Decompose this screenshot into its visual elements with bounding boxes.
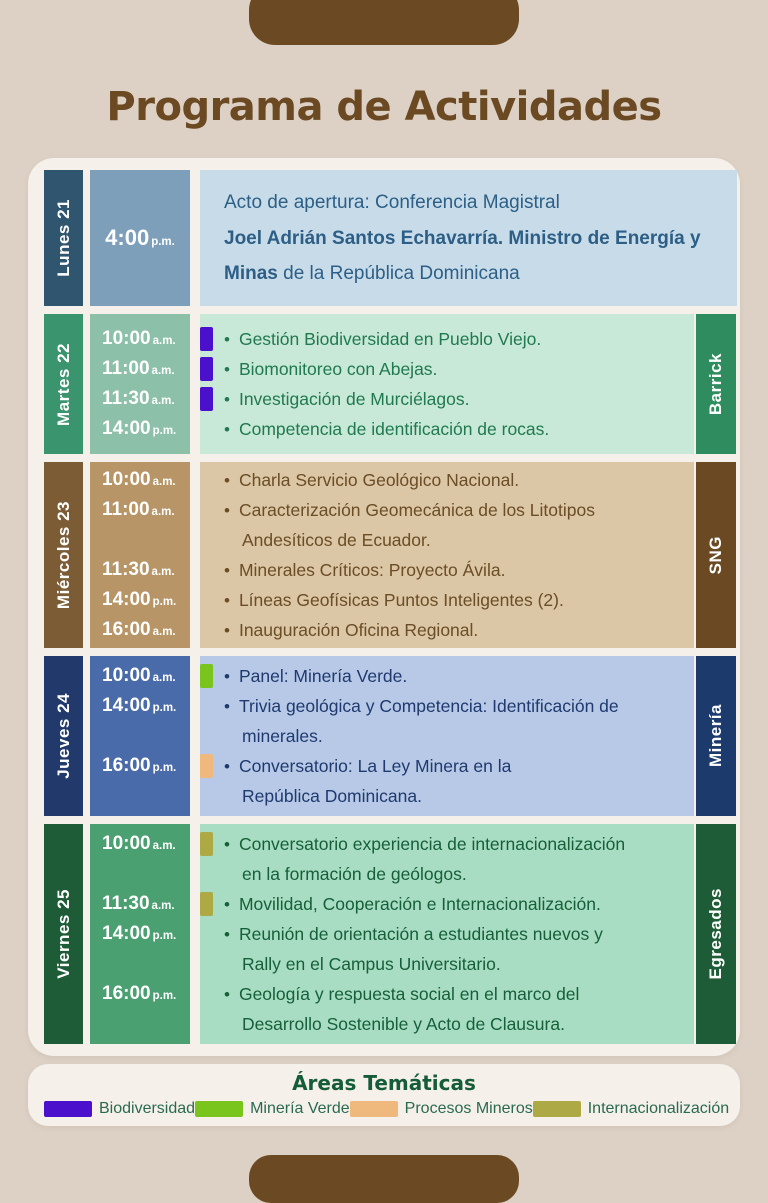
legend-item-biodiversidad: Biodiversidad: [44, 1100, 195, 1118]
schedule-row-viernes: [44, 824, 736, 1044]
org-label-mineria: Minería: [696, 656, 736, 816]
activity-item: • Investigación de Murciélagos.: [224, 384, 686, 414]
area-tag-mineria-verde: [200, 664, 213, 688]
area-tag-procesos-mineros: [200, 754, 213, 778]
legend-title: Áreas Temáticas: [292, 1071, 476, 1095]
activity-text: Joel Adrián Santos Echavarría. Ministro de Energía y Minas de la República Dominicana: [224, 228, 701, 284]
bullet-icon: •: [224, 757, 230, 776]
bullet-icon: •: [224, 420, 230, 439]
area-tag-biodiversidad: [200, 327, 213, 351]
bullet-icon: •: [224, 895, 230, 914]
bullet-icon: •: [224, 390, 230, 409]
activity-item: • Líneas Geofísicas Puntos Inteligentes (2).: [224, 585, 686, 615]
bullet-icon: •: [224, 501, 230, 520]
org-label-sng: SNG: [696, 462, 736, 648]
schedule-row-martes: [44, 314, 736, 454]
time-gap: [102, 525, 190, 555]
content-panel-lunes: [200, 170, 737, 306]
page-title: Programa de Actividades: [106, 84, 662, 130]
bullet-icon: •: [224, 591, 230, 610]
time-gap: [102, 949, 190, 979]
time-entry: 16:00 a.m.: [102, 619, 176, 640]
time-entry: 10:00 a.m.: [102, 833, 176, 854]
activity-item: • Caracterización Geomecánica de los Litotipos: [224, 495, 686, 525]
legend-swatch-internacionalizacion: [533, 1101, 581, 1117]
org-label-egresados: Egresados: [696, 824, 736, 1044]
activity-text: Acto de apertura: Conferencia Magistral: [224, 192, 560, 213]
time-entry: 4:00 p.m.: [105, 225, 175, 250]
bullet-icon: •: [224, 561, 230, 580]
activity-item-continuation: Andesíticos de Ecuador.: [242, 530, 431, 550]
day-label-lunes: [44, 170, 83, 306]
time-column-martes: [90, 314, 190, 454]
time-entry: 14:00 p.m.: [102, 418, 177, 439]
bullet-icon: •: [224, 667, 230, 686]
activity-item: • Competencia de identificación de rocas.: [224, 414, 686, 444]
time-entry: 14:00 p.m.: [102, 695, 177, 716]
content-panel-jueves: [200, 656, 694, 816]
content-panel-viernes: [200, 824, 694, 1044]
activity-item: • Geología y respuesta social en el marco del: [224, 979, 686, 1009]
activity-item: • Conversatorio: La Ley Minera en la: [224, 751, 686, 781]
time-entry: 10:00 a.m.: [102, 328, 176, 349]
area-tag-internacionalizacion: [200, 832, 213, 856]
legend-swatch-procesos-mineros: [350, 1101, 398, 1117]
activity-item: • Conversatorio experiencia de internacionalización: [224, 829, 686, 859]
bullet-icon: •: [224, 835, 230, 854]
activity-item: • Gestión Biodiversidad en Pueblo Viejo.: [224, 324, 686, 354]
time-column-viernes: [90, 824, 190, 1044]
area-tag-biodiversidad: [200, 387, 213, 411]
bullet-icon: •: [224, 985, 230, 1004]
content-panel-miercoles: [200, 462, 694, 648]
legend-item-internacionalizacion: Internacionalización: [533, 1100, 729, 1118]
time-entry: 14:00 p.m.: [102, 589, 177, 610]
bullet-icon: •: [224, 360, 230, 379]
time-gap: [102, 1009, 190, 1039]
time-entry: 11:00 a.m.: [102, 358, 175, 379]
area-tag-internacionalizacion: [200, 892, 213, 916]
legend-swatch-mineria-verde: [195, 1101, 243, 1117]
day-label-jueves: Jueves 24: [44, 656, 83, 816]
speaker-name: Joel Adrián Santos Echavarría. Ministro de Energía y Minas: [224, 228, 701, 284]
activity-item-continuation: minerales.: [242, 726, 323, 746]
time-column-lunes: [90, 170, 190, 306]
activity-item: • Biomonitoreo con Abejas.: [224, 354, 686, 384]
content-panel-martes: [200, 314, 694, 454]
time-gap: [102, 721, 190, 751]
time-gap: [102, 859, 190, 889]
top-brown-tab: [249, 0, 519, 45]
time-column-miercoles: [90, 462, 190, 648]
time-entry: 11:30 a.m.: [102, 388, 175, 409]
bullet-icon: •: [224, 697, 230, 716]
time-entry: 11:00 a.m.: [102, 499, 175, 520]
time-entry: 11:30 a.m.: [102, 559, 175, 580]
activity-item-continuation: Rally en el Campus Universitario.: [242, 954, 501, 974]
activity-item-continuation: en la formación de geólogos.: [242, 864, 467, 884]
legend-item-procesos-mineros: Procesos Mineros: [350, 1100, 533, 1118]
bullet-icon: •: [224, 621, 230, 640]
legend-swatch-biodiversidad: [44, 1101, 92, 1117]
schedule-row-lunes: [44, 170, 736, 306]
schedule-row-miercoles: [44, 462, 736, 648]
org-label-barrick: Barrick: [696, 314, 736, 454]
legend-card: [28, 1064, 740, 1126]
time-entry: 10:00 a.m.: [102, 665, 176, 686]
activity-item: • Inauguración Oficina Regional.: [224, 615, 686, 645]
schedule-card: [28, 158, 740, 1056]
activity-item: • Reunión de orientación a estudiantes nuevos y: [224, 919, 686, 949]
day-label-martes: Martes 22: [44, 314, 83, 454]
time-gap: [102, 781, 190, 811]
bullet-icon: •: [224, 471, 230, 490]
time-entry: 16:00 p.m.: [102, 755, 177, 776]
time-entry: 11:30 a.m.: [102, 893, 175, 914]
day-label-miercoles: Miércoles 23: [44, 462, 83, 648]
time-column-jueves: [90, 656, 190, 816]
day-label-viernes: Viernes 25: [44, 824, 83, 1044]
activity-item-continuation: Desarrollo Sostenible y Acto de Clausura.: [242, 1014, 565, 1034]
bullet-icon: •: [224, 925, 230, 944]
time-entry: 10:00 a.m.: [102, 469, 176, 490]
legend-items: [28, 1095, 740, 1118]
activity-item: • Movilidad, Cooperación e Internacionalización.: [224, 889, 686, 919]
schedule-row-jueves: [44, 656, 736, 816]
day-label-text: Lunes 21: [53, 199, 73, 277]
time-entry: 14:00 p.m.: [102, 923, 177, 944]
activity-item-continuation: República Dominicana.: [242, 786, 422, 806]
activity-item: • Trivia geológica y Competencia: Identificación de: [224, 691, 686, 721]
area-tag-biodiversidad: [200, 357, 213, 381]
time-entry: 16:00 p.m.: [102, 983, 177, 1004]
bullet-icon: •: [224, 330, 230, 349]
bottom-brown-tab: [249, 1155, 519, 1203]
activity-item: • Charla Servicio Geológico Nacional.: [224, 465, 686, 495]
legend-item-mineria-verde: Minería Verde: [195, 1100, 350, 1118]
activity-item: • Panel: Minería Verde.: [224, 661, 686, 691]
activity-item: • Minerales Críticos: Proyecto Ávila.: [224, 555, 686, 585]
